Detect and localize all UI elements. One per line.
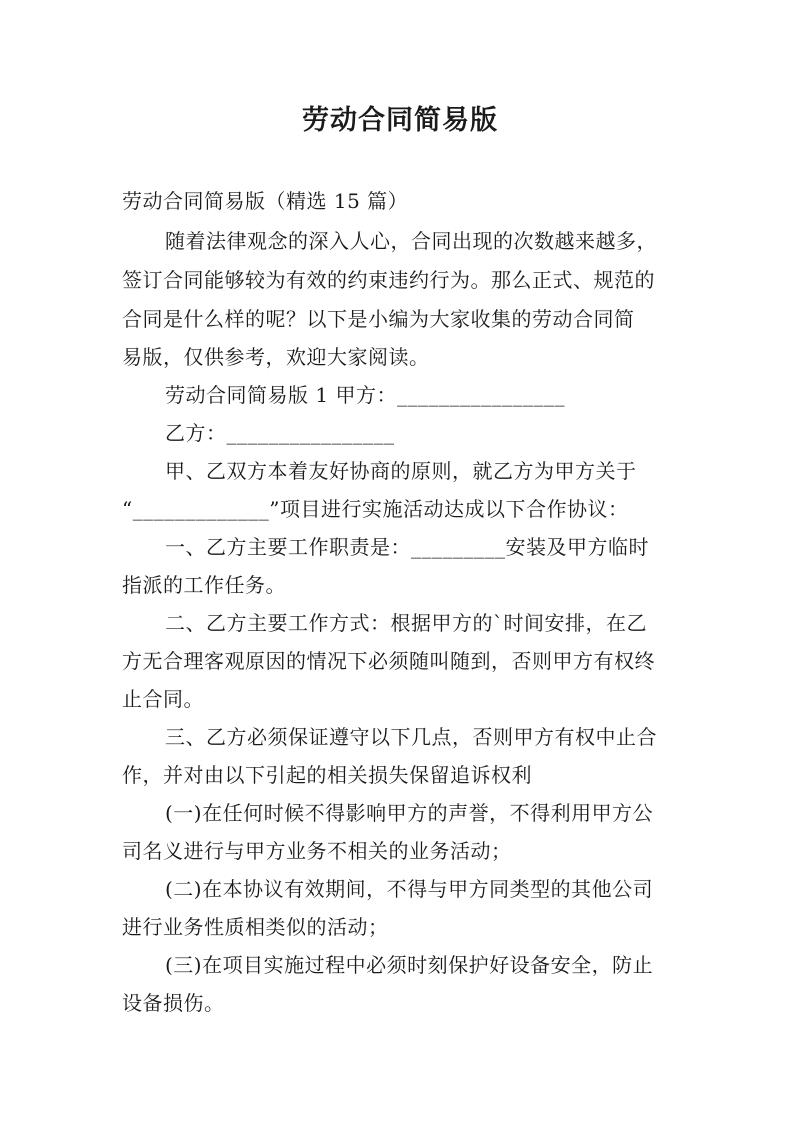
sub-clause-line: 设备损伤。	[122, 991, 225, 1015]
party-b-line: 乙方：________________	[165, 421, 395, 445]
paragraph-line: 签订合同能够较为有效的约束违约行为。那么正式、规范的	[122, 268, 655, 292]
clause-line: 方无合理客观原因的情况下必须随叫随到，否则甲方有权终	[122, 649, 655, 673]
sub-clause-line: 司名义进行与甲方业务不相关的业务活动；	[122, 839, 512, 863]
sub-clause-line: 进行业务性质相类似的活动；	[122, 915, 389, 939]
clause-line: 一、乙方主要工作职责是：_________安装及甲方临时	[165, 535, 649, 559]
clause-line: 二、乙方主要工作方式：根据甲方的`时间安排，在乙	[165, 611, 647, 635]
clause-line: 指派的工作任务。	[122, 573, 286, 597]
subtitle-line: 劳动合同简易版（精选 15 篇）	[122, 189, 409, 213]
clause-line: 止合同。	[122, 687, 204, 711]
sub-clause-line: (一)在任何时候不得影响甲方的声誉，不得利用甲方公	[165, 801, 654, 825]
clause-line: 作，并对由以下引起的相关损失保留追诉权利	[122, 763, 532, 787]
sub-clause-line: (二)在本协议有效期间，不得与甲方同类型的其他公司	[165, 877, 654, 901]
paragraph-line: 随着法律观念的深入人心，合同出现的次数越来越多，	[165, 229, 657, 253]
paragraph-line: 易版，仅供参考，欢迎大家阅读。	[122, 345, 430, 369]
paragraph-line: “_____________”项目进行实施活动达成以下合作协议：	[122, 497, 629, 521]
sub-clause-line: (三)在项目实施过程中必须时刻保护好设备安全，防止	[165, 953, 654, 977]
paragraph-line: 甲、乙双方本着友好协商的原则，就乙方为甲方关于	[165, 459, 637, 483]
document-title: 劳动合同简易版	[302, 105, 498, 136]
section-heading-line: 劳动合同简易版 1 甲方：________________	[165, 383, 565, 407]
clause-line: 三、乙方必须保证遵守以下几点，否则甲方有权中止合	[165, 725, 657, 749]
paragraph-line: 合同是什么样的呢？以下是小编为大家收集的劳动合同简	[122, 307, 635, 331]
